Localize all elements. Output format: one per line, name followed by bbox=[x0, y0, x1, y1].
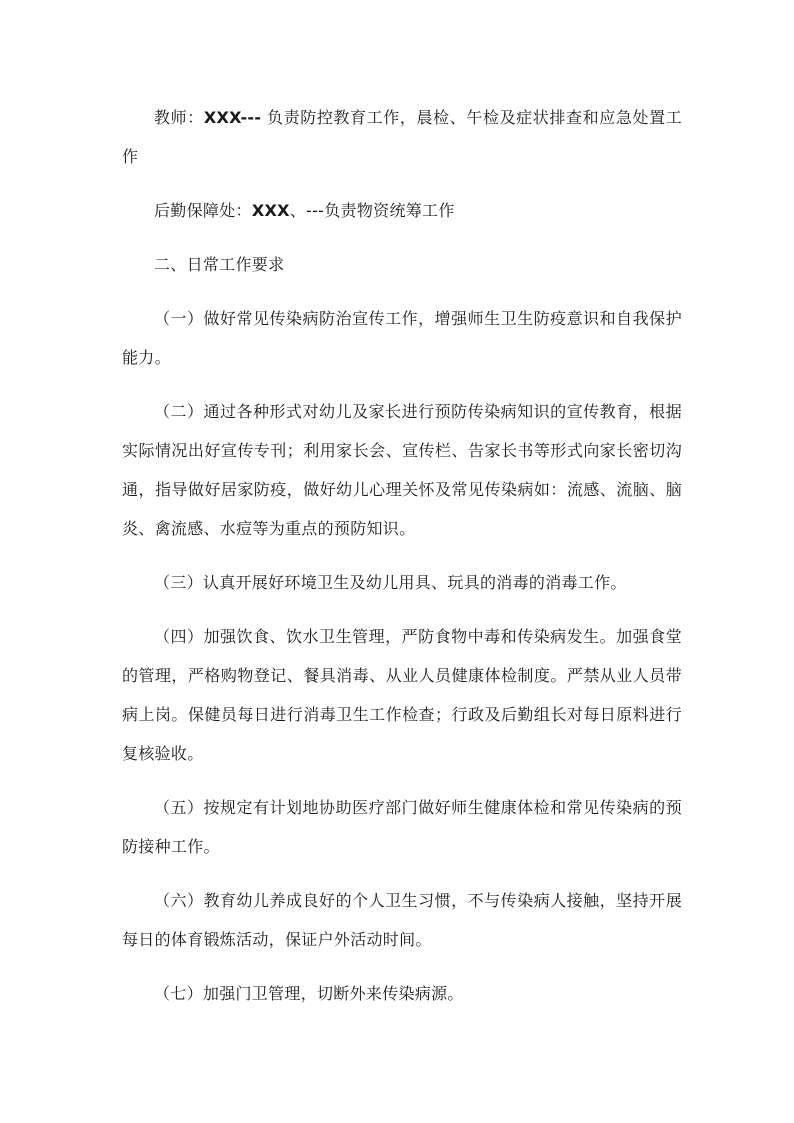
paragraph-item-2: （二）通过各种形式对幼儿及家长进行预防传染病知识的宣传教育，根据实际情况出好宣传专刊；利用家长会、宣传栏、告家长书等形式向家长密切沟通，指导做好居家防疫，做好幼儿心理关怀及常见传染病如：流感、流脑、脑炎、禽流感、水痘等为重点的预防知识。 bbox=[122, 402, 682, 538]
logistics-label: 后勤保障处： bbox=[154, 201, 252, 220]
teacher-label: 教师： bbox=[154, 108, 204, 127]
paragraph-item-7: （七）加强门卫管理，切断外来传染病源。 bbox=[154, 984, 464, 1003]
paragraph-item-4: （四）加强饮食、饮水卫生管理，严防食物中毒和传染病发生。加强食堂的管理，严格购物登记、餐具消毒、从业人员健康体检制度。严禁从业人员带病上岗。保健员每日进行消毒卫生工作检查；行政及后勤组长对每日原料进行复核验收。 bbox=[122, 627, 682, 763]
paragraph-teacher-duty bbox=[122, 98, 682, 176]
paragraph-item-5: （五）按规定有计划地协助医疗部门做好师生健康体检和常见传染病的预防接种工作。 bbox=[122, 798, 682, 856]
section-heading-daily-requirements: 二、日常工作要求 bbox=[154, 255, 285, 274]
paragraph-item-6: （六）教育幼儿养成良好的个人卫生习惯，不与传染病人接触，坚持开展每日的体育锻炼活动，保证户外活动时间。 bbox=[122, 891, 682, 949]
document-body bbox=[122, 98, 682, 1028]
teacher-duty-text: 负责防控教育工作，晨检、午检及症状排查和应急处置工作 bbox=[122, 108, 682, 166]
paragraph-logistics-duty bbox=[122, 191, 682, 230]
logistics-duty-text: 、---负责物资统筹工作 bbox=[289, 201, 455, 220]
paragraph-item-3: （三）认真开展好环境卫生及幼儿用具、玩具的消毒的消毒工作。 bbox=[154, 573, 627, 592]
paragraph-item-1: （一）做好常见传染病防治宣传工作，增强师生卫生防疫意识和自我保护能力。 bbox=[122, 309, 682, 367]
teacher-code: XXX--- bbox=[203, 108, 262, 127]
logistics-code: XXX bbox=[251, 201, 290, 220]
